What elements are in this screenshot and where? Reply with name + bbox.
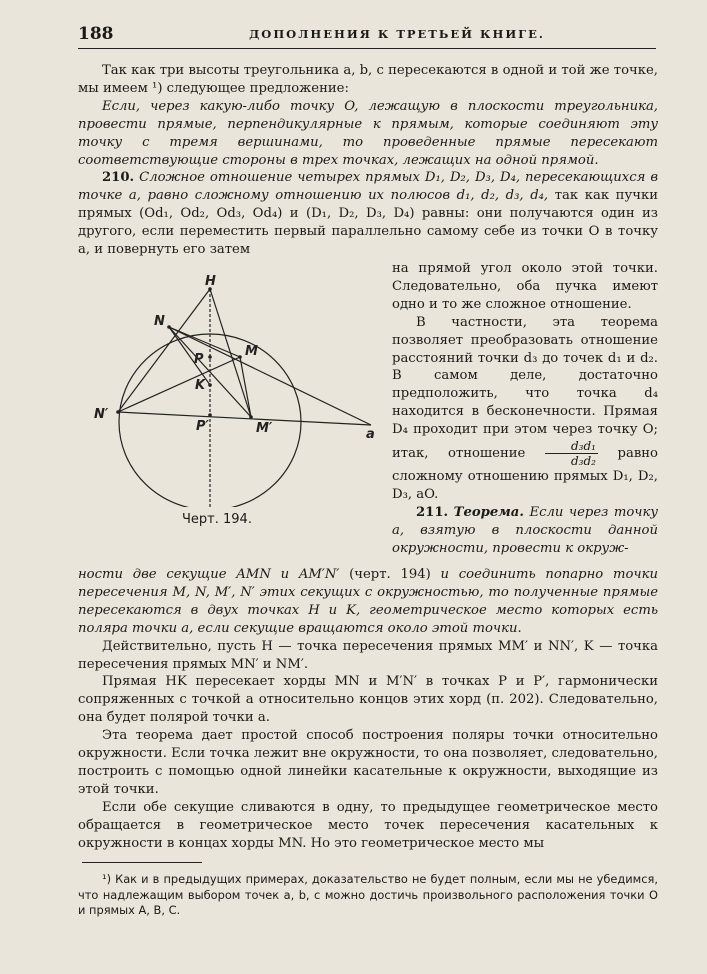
theorem-secants: ности две секущие AMN и AM′N′ xyxy=(78,567,340,582)
running-title: ДОПОЛНЕНИЯ К ТРЕТЬЕЙ КНИГЕ. xyxy=(249,27,545,41)
figure-reference: (черт. 194) xyxy=(349,567,431,582)
paragraph-continued: на прямой угол около этой точки. Следовательно, оба пучка имеют одно и то же сложное отношение. xyxy=(392,261,658,312)
text-block-bottom xyxy=(78,566,658,853)
label-M1: M′ xyxy=(256,421,273,436)
section-210-text: так как пучки прямых (Od₁, Od₂, Od₃, Od₄) и (D₁, D₂, D₃, D₄) равны: они получаются один из другого, если переместить первый параллельно самому себе из точки O в точку a, и повернуть его затем xyxy=(78,188,658,258)
label-N1: N′ xyxy=(94,407,109,422)
label-H: H xyxy=(205,275,216,289)
ratio-tail: равно сложному отношению прямых D₁, D₂, D₃, aO. xyxy=(392,446,658,502)
running-header xyxy=(78,22,656,49)
footnote xyxy=(78,872,658,919)
paragraph-hk: Прямая HK пересекает хорды MN и M′N′ в точках P и P′, гармонически сопряженных с точкой a относительно концов этих хорд (п. 202). Следовательно, она будет полярой точки a. xyxy=(78,674,658,726)
paragraph-construction: Эта теорема дает простой способ построения поляры точки относительно окружности. Если точка лежит вне окружности, то она позволяет, следовательно, построить с помощью одной линейки касательные к окружности, выходящие из этой точки. xyxy=(78,728,658,797)
fraction-denominator: d₃d₂ xyxy=(570,454,596,469)
paragraph-intro: Так как три высоты треугольника a, b, c пересекаются в одной и той же точке, мы имеем ¹) следующее предложение: xyxy=(78,63,658,96)
label-M: M xyxy=(245,344,258,359)
paragraph-in-particular xyxy=(392,314,658,504)
paragraph-proposition: Если, через какую-либо точку O, лежащую в плоскости треугольника, провести прямые, перпендикулярные к прямым, которые соединяют эту точку с тремя вершинами, то проведенные прямые пересекают соответствующие стороны в трех точках, лежащих на одной прямой. xyxy=(78,98,658,168)
paragraph-210 xyxy=(78,169,658,259)
section-210-statement: Сложное отношение четырех прямых D₁, D₂, D₃, D₄, пересекающихся в точке a, равно сложному отношению их полюсов d₁, d₂, d₃, d₄, xyxy=(78,170,658,204)
paragraph-proof: Действительно, пусть H — точка пересечения прямых MM′ и NN′, K — точка пересечения прямых MN′ и NM′. xyxy=(78,638,658,672)
line-Na xyxy=(118,412,371,425)
label-K: K xyxy=(195,378,206,393)
page-number: 188 xyxy=(78,24,114,44)
section-number-211: 211. xyxy=(416,504,449,520)
label-N: N xyxy=(154,314,165,329)
theorem-continued xyxy=(78,566,658,638)
ratio-fraction xyxy=(545,439,598,468)
theorem-start: Если через точку a, взятую в плоскости данной окружности, провести к окруж- xyxy=(392,504,658,556)
label-P1: P′ xyxy=(196,419,209,434)
line-N1H xyxy=(118,289,210,412)
figure-caption: Черт. 194. xyxy=(182,512,252,527)
section-number-210: 210. xyxy=(102,170,135,186)
text-block-top xyxy=(78,62,658,259)
figure-194 xyxy=(88,275,388,507)
theorem-end: и соединить попарно точки пересечения M, N, M′, N′ этих секущих с окружностью, то полученные прямые пересекаются в двух точках H и K, геометрическое место которых есть поляра точки a, если секущие вращаются около этой точки. xyxy=(78,567,658,636)
footnote-text: ¹) Как и в предыдущих примерах, доказательство не будет полным, если мы не убедимся, что надлежащим выбором точек a, b, c можно достичь произвольного расположения точки O и прямых A, B, C. xyxy=(78,872,658,917)
text-block-right xyxy=(392,260,658,558)
paragraph-211 xyxy=(392,504,658,558)
ratio-text: В частности, эта теорема позволяет преобразовать отношение расстояний точки d₃ до точек d₁ и d₂. В самом деле, достаточно предположить, что точка d₄ находится в бесконечности. Прямая D₄ проходит при этом через точку O; итак, отношение xyxy=(392,314,658,462)
label-P: P xyxy=(194,352,204,367)
fraction-numerator: d₃d₁ xyxy=(545,439,598,454)
footnote-rule xyxy=(82,862,202,863)
label-a: a xyxy=(366,427,375,442)
theorem-heading: Теорема. xyxy=(453,504,524,520)
paragraph-secants-merge: Если обе секущие сливаются в одну, то предыдущее геометрическое место обращается в геометрическое место точек пересечения касательных к окружности в концах хорды MN. Но это геометрическое место мы xyxy=(78,799,658,851)
